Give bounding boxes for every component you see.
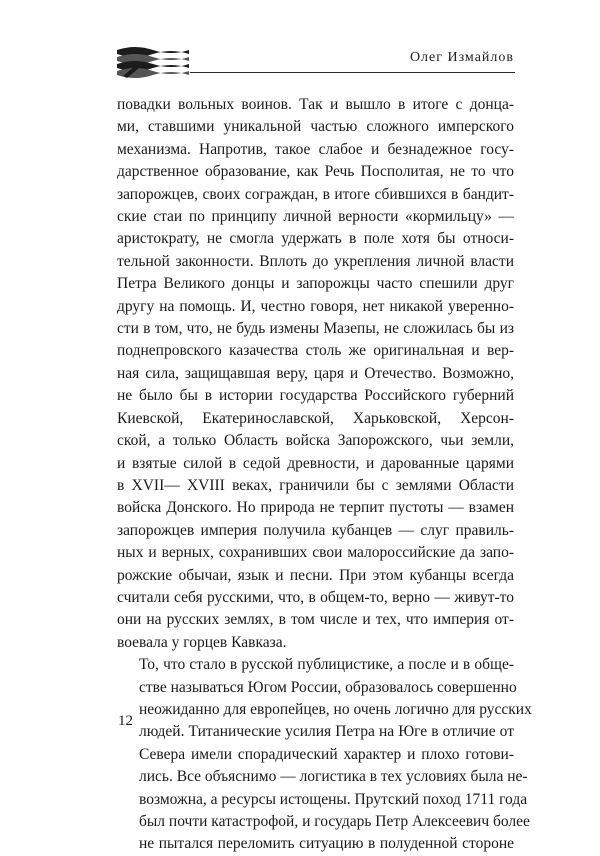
text-line: в XVII— XVIII веках, граничили бы с землями Области [117,476,514,494]
text-line: и взятые силой в седой древности, и дарованные царями [117,454,514,472]
text-line: рожские обычаи, язык и песни. При этом кубанцы всегда [117,566,514,584]
text-line: запорожцев империя получила кубанцев — слуг правиль- [117,521,514,539]
text-line: Севера имели спорадический характер и плохо готови- [139,745,514,763]
text-line: ная сила, защищавшая веру, царя и Отечество. Возможно, [117,364,514,382]
text-line: Киевской, Екатеринославской, Харьковской, Херсон- [117,409,514,427]
text-line: Петра Великого донцы и запорожцы часто спешили друг [117,275,514,293]
text-line: запорожцев, своих сограждан, в итоге сбившихся в бандит- [117,185,514,203]
page-number: 12 [118,713,133,729]
text-line: аристократу, не смогла удержать в поле хотя бы относи- [117,230,514,248]
paragraph-2 [117,654,532,856]
text-line: людей. Титанические усилия Петра на Юге в отличие от [139,723,514,741]
text-line: ми, ставшими уникальной частью сложного имперского [117,118,514,136]
text-line: возможна, а ресурсы истощены. Прутский поход 1711 года [139,790,528,808]
text-line: механизма. Напротив, такое слабое и безнадежное госу- [117,140,514,158]
ribbon-ornament-icon [115,40,195,80]
text-line: не было бы в истории государства Российского губерний [117,387,514,405]
text-line: они на русских землях, в том числе и тех, что империя от- [117,611,514,629]
text-line: неожиданно для европейцев, но очень логично для русских [139,700,532,718]
page-header [0,0,600,90]
text-line: повадки вольных воинов. Так и вышло в итоге с донца- [117,96,514,113]
paragraph-1 [117,94,514,654]
body-text [117,94,532,856]
text-line: сти в том, что, не будь измены Мазепы, не сложилась бы из [117,320,514,338]
text-line: тельной законности. Вплоть до укрепления личной власти [117,252,514,270]
text-line: воевала у горцев Кавказа. [117,633,287,651]
text-line: не пытался переломить ситуацию в полуденной стороне [139,835,514,853]
text-line: другу на помощь. И, честно говоря, нет никакой уверенно- [117,297,514,315]
text-line: ской, а только Область войска Запорожского, чьи земли, [117,432,514,450]
text-line: поднепровского казачества столь же оригинальная и вер- [117,342,514,360]
header-rule [190,72,515,73]
text-line: стве называться Югом России, образовалось совершенно [139,678,517,696]
text-line: ские стаи по принципу личной верности «кормильцу» — [117,208,514,226]
text-line: войска Донского. Но природа не терпит пустоты — взамен [117,499,514,517]
text-line: ных и верных, сохранивших свои малороссийские да запо- [117,544,514,562]
running-head: Олег Измайлов [409,50,514,65]
text-line: дарственное образование, как Речь Посполитая, не то что [117,163,514,181]
text-line: был почти катастрофой, и государь Петр Алексеевич более [139,813,530,830]
text-line: То, что стало в русской публицистике, а после и в обще- [139,656,514,674]
text-line: считали себя русскими, что, в общем-то, верно — живут-то [117,588,514,606]
text-line: лись. Все объяснимо — логистика в тех условиях была не- [139,768,528,786]
